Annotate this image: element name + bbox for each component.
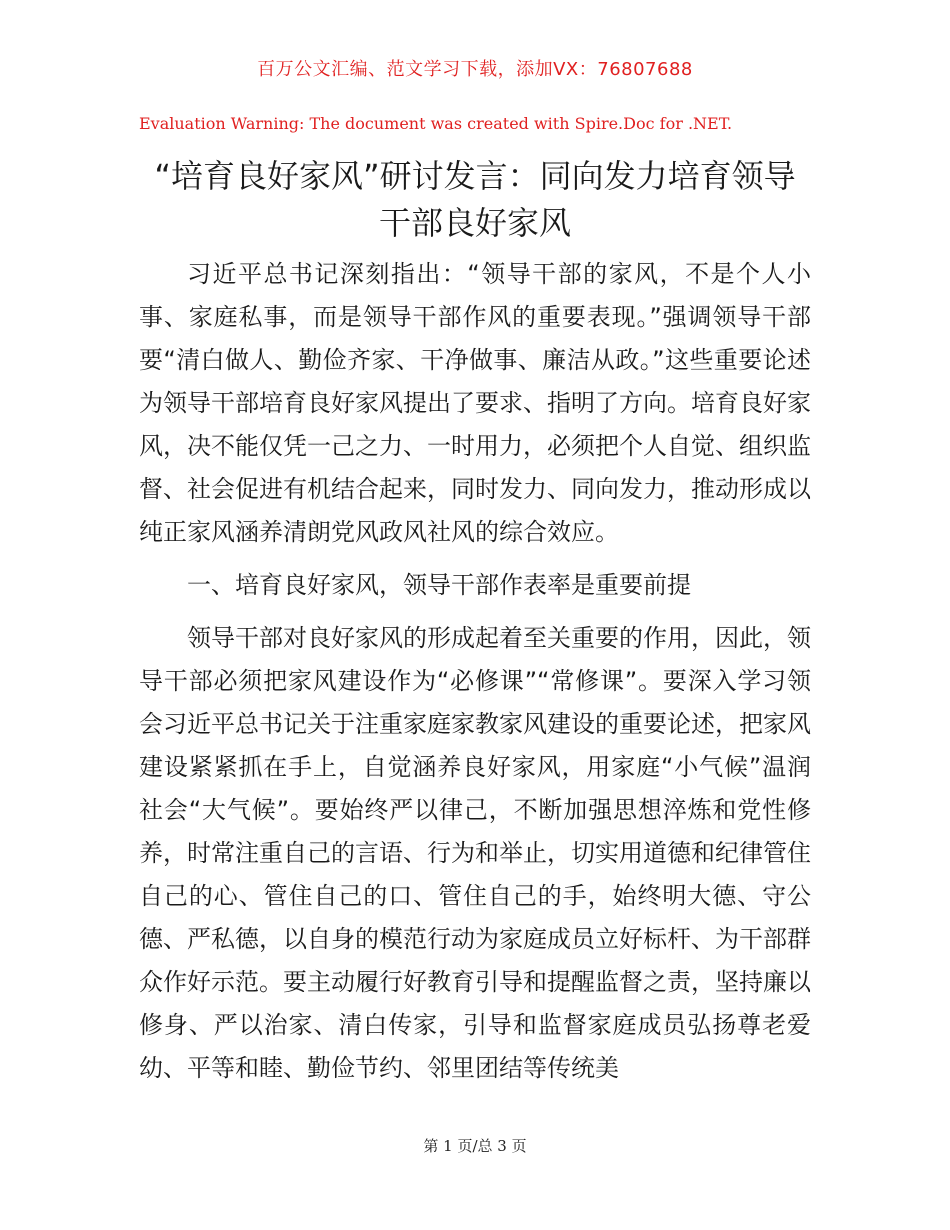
promo-banner: 百万公文汇编、范文学习下载，添加VX：76807688 — [257, 59, 693, 80]
document-body — [139, 253, 811, 1090]
section-paragraph: 领导干部对良好家风的形成起着至关重要的作用，因此，领导干部必须把家风建设作为“必修课”“常修课”。要深入学习领会习近平总书记关于注重家庭家教家风建设的重要论述，把家风建设紧紧抓在手上，自觉涵养良好家风，用家庭“小气候”温润社会“大气候”。要始终严以律己，不断加强思想淬炼和党性修养，时常注重自己的言语、行为和举止，切实用道德和纪律管住自己的心、管住自己的口、管住自己的手，始终明大德、守公德、严私德，以自身的模范行动为家庭成员立好标杆、为干部群众作好示范。要主动履行好教育引导和提醒监督之责，坚持廉以修身、严以治家、清白传家，引导和监督家庭成员弘扬尊老爱幼、平等和睦、勤俭节约、邻里团结等传统美 — [139, 624, 811, 1082]
document-title: “培育良好家风”研讨发言：同向发力培育领导干部良好家风 — [154, 157, 796, 242]
section-heading: 一、培育良好家风，领导干部作表率是重要前提 — [187, 571, 691, 599]
page-indicator: 第 1 页/总 3 页 — [423, 1137, 527, 1155]
intro-paragraph: 习近平总书记深刻指出：“领导干部的家风，不是个人小事、家庭私事，而是领导干部作风的重要表现。”强调领导干部要“清白做人、勤俭齐家、干净做事、廉洁从政。”这些重要论述为领导干部培育良好家风提出了要求、指明了方向。培育良好家风，决不能仅凭一己之力、一时用力，必须把个人自觉、组织监督、社会促进有机结合起来，同时发力、同向发力，推动形成以纯正家风涵养清朗党风政风社风的综合效应。 — [139, 260, 811, 546]
evaluation-warning: Evaluation Warning: The document was created with Spire.Doc for .NET. — [139, 114, 733, 133]
